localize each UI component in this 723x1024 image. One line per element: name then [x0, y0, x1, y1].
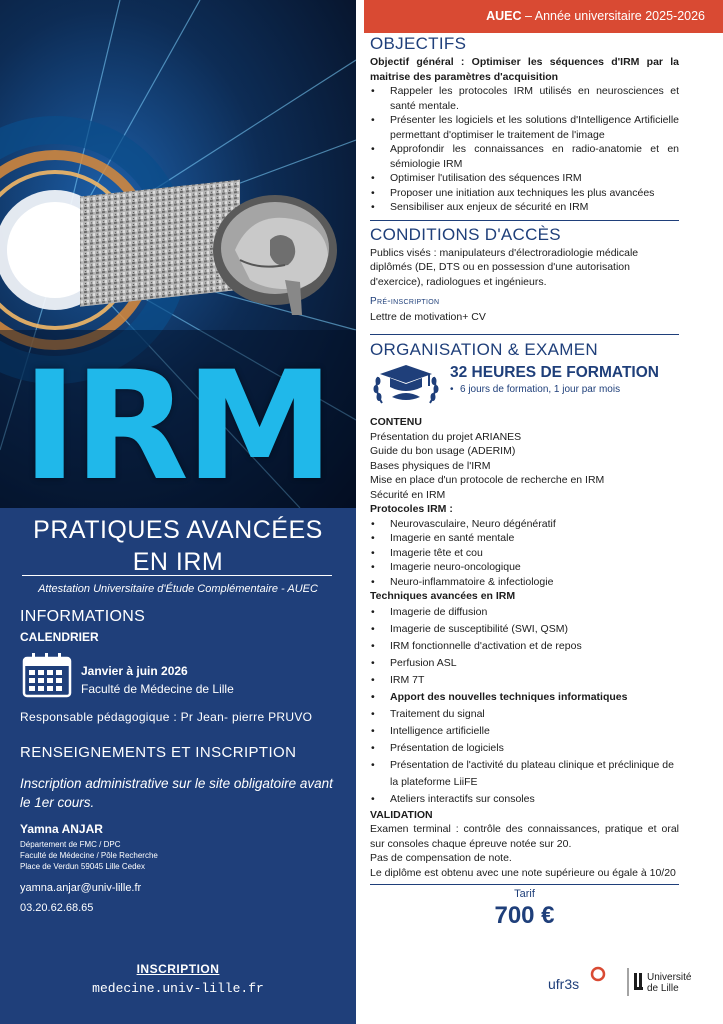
registration-text: Inscription administrative sur le site obligatoire avant le 1er cours. — [20, 776, 333, 810]
technique-item: • IRM fonctionnelle d'activation et de repos — [370, 638, 679, 655]
hours-title: 32 HEURES DE FORMATION — [450, 364, 659, 381]
informations-heading: INFORMATIONS — [20, 608, 146, 625]
apport-item: • Intelligence artificielle — [370, 723, 679, 740]
course-dates: Janvier à juin 2026 — [81, 664, 188, 678]
objectif-item: • Sensibiliser aux enjeux de sécurité en IRM — [370, 200, 679, 215]
technique-item: • IRM 7T — [370, 672, 679, 689]
technique-item: • Imagerie de diffusion — [370, 604, 679, 621]
preinscription-text: Lettre de motivation+ CV — [370, 310, 486, 323]
apport-item: • Traitement du signal — [370, 706, 679, 723]
validation-text-3: Le diplôme est obtenu avec une note supérieure ou égale à 10/20 — [370, 866, 676, 879]
contenu-item: Mise en place d'un protocole de recherche en IRM — [370, 474, 605, 486]
course-location: Faculté de Médecine de Lille — [81, 682, 234, 696]
calendar-heading: CALENDRIER — [20, 630, 99, 644]
objectif-item: • Présenter les logiciels et les solutions d'Intelligence Artificielle permettant d'optimiser le traitement de l'image — [370, 113, 679, 142]
validation-text-2: Pas de compensation de note. — [370, 852, 512, 864]
protocole-item: • Neuro-inflammatoire & infectiologie — [370, 575, 679, 590]
ufr3s-logo — [548, 968, 604, 992]
protocole-item: • Imagerie tête et cou — [370, 546, 679, 561]
universite-lille-logo — [634, 972, 692, 994]
apport-item: • Présentation de l'activité du plateau clinique et préclinique de la plateforme LiiFE — [370, 757, 679, 791]
title-line-1: PRATIQUES AVANCÉES — [33, 516, 323, 544]
ufr3s-logo-text: ufr3s — [548, 976, 580, 992]
banner-text: – Année universitaire 2025-2026 — [521, 9, 705, 23]
validation-text-1: Examen terminal : contrôle des connaissances, pratique et oral sur consoles chaque épreuve notée sur 20. — [370, 823, 679, 850]
irm-big-title: IRM — [21, 340, 331, 508]
section-divider — [370, 334, 679, 335]
contenu-item: Sécurité en IRM — [370, 488, 446, 501]
tarif-label: Tarif — [514, 888, 535, 900]
univ-logo-line-1: Université — [647, 972, 692, 983]
apport-item: • Présentation de logiciels — [370, 740, 679, 757]
contenu-heading: CONTENU — [370, 416, 422, 428]
hours-days: • 6 jours de formation, 1 jour par mois — [450, 383, 659, 398]
hours-text — [450, 363, 659, 398]
calendar-icon — [22, 652, 72, 698]
protocole-item: • Imagerie en santé mentale — [370, 531, 679, 546]
validation-heading: VALIDATION — [370, 808, 433, 821]
website-link[interactable]: medecine.univ-lille.fr — [92, 981, 264, 996]
program-title — [0, 508, 356, 578]
univ-logo-line-2: de Lille — [647, 983, 679, 994]
tarif-price: 700 € — [494, 901, 555, 929]
conditions-heading: CONDITIONS D'ACCÈS — [370, 224, 561, 244]
objectif-general: Objectif général : Optimiser les séquences d'IRM par la maitrise des paramètres d'acquisition — [370, 56, 679, 83]
hours-row — [370, 363, 679, 405]
graduation-cap-icon — [370, 363, 442, 405]
registration-heading: RENSEIGNEMENTS ET INSCRIPTION — [20, 744, 297, 761]
objectifs-heading: OBJECTIFS — [370, 34, 467, 53]
protocoles-heading: Protocoles IRM : — [370, 503, 453, 515]
techniques-heading: Techniques avancées en IRM — [370, 590, 516, 602]
contact-name: Yamna ANJAR — [20, 822, 103, 836]
preinscription-heading: Pré-inscription — [370, 296, 440, 307]
apport-heading: • Apport des nouvelles techniques informatiques — [370, 689, 679, 706]
objectif-item: • Optimiser l'utilisation des séquences IRM — [370, 171, 679, 186]
technique-item: • Perfusion ASL — [370, 655, 679, 672]
attestation-text: Attestation Universitaire d'Étude Complémentaire - AUEC — [38, 583, 318, 595]
contenu-item: Présentation du projet ARIANES — [370, 430, 522, 443]
conditions-text: Publics visés : manipulateurs d'électroradiologie médicale diplômés (DE, DTS ou en possession d'une autorisation d'exercice), radiologues et ingénieurs. — [370, 246, 639, 288]
right-column — [356, 0, 723, 1024]
tarif-divider — [370, 884, 679, 885]
protocole-item: • Neurovasculaire, Neuro dégénératif — [370, 517, 679, 532]
divider — [22, 575, 332, 576]
apport-item: • Ateliers interactifs sur consoles — [370, 791, 679, 808]
objectif-item: • Approfondir les connaissances en radio-anatomie et en sémiologie IRM — [370, 142, 679, 171]
contenu-item: Bases physiques de l'IRM — [370, 459, 491, 472]
contact-block — [20, 822, 158, 914]
main-content — [370, 33, 679, 930]
responsible-text: Responsable pédagogique : Pr Jean- pierre PRUVO — [20, 710, 313, 724]
institution-logos — [546, 964, 716, 998]
hero-image — [0, 0, 356, 508]
calendar-info — [81, 664, 234, 696]
title-line-2: EN IRM — [132, 548, 224, 576]
contact-address-1: Département de FMC / DPC — [20, 840, 121, 849]
contact-address-3: Place de Verdun 59045 Lille Cedex — [20, 862, 145, 871]
inscription-link[interactable]: INSCRIPTION — [136, 962, 220, 976]
left-column — [0, 0, 356, 1024]
contact-phone: 03.20.62.68.65 — [20, 902, 94, 914]
year-banner — [364, 0, 723, 33]
protocole-item: • Imagerie neuro-oncologique — [370, 560, 679, 575]
contenu-item: Guide du bon usage (ADERIM) — [370, 445, 516, 457]
section-divider — [370, 220, 679, 221]
organisation-heading: ORGANISATION & EXAMEN — [370, 340, 598, 359]
contact-address-2: Faculté de Médecine / Pôle Recherche — [20, 851, 158, 860]
objectif-item: • Rappeler les protocoles IRM utilisés en neurosciences et santé mentale. — [370, 84, 679, 113]
technique-item: • Imagerie de susceptibilité (SWI, QSM) — [370, 621, 679, 638]
objectif-item: • Proposer une initiation aux techniques les plus avancées — [370, 186, 679, 201]
banner-org: AUEC — [486, 9, 522, 23]
contact-email-link[interactable]: yamna.anjar@univ-lille.fr — [20, 882, 142, 894]
